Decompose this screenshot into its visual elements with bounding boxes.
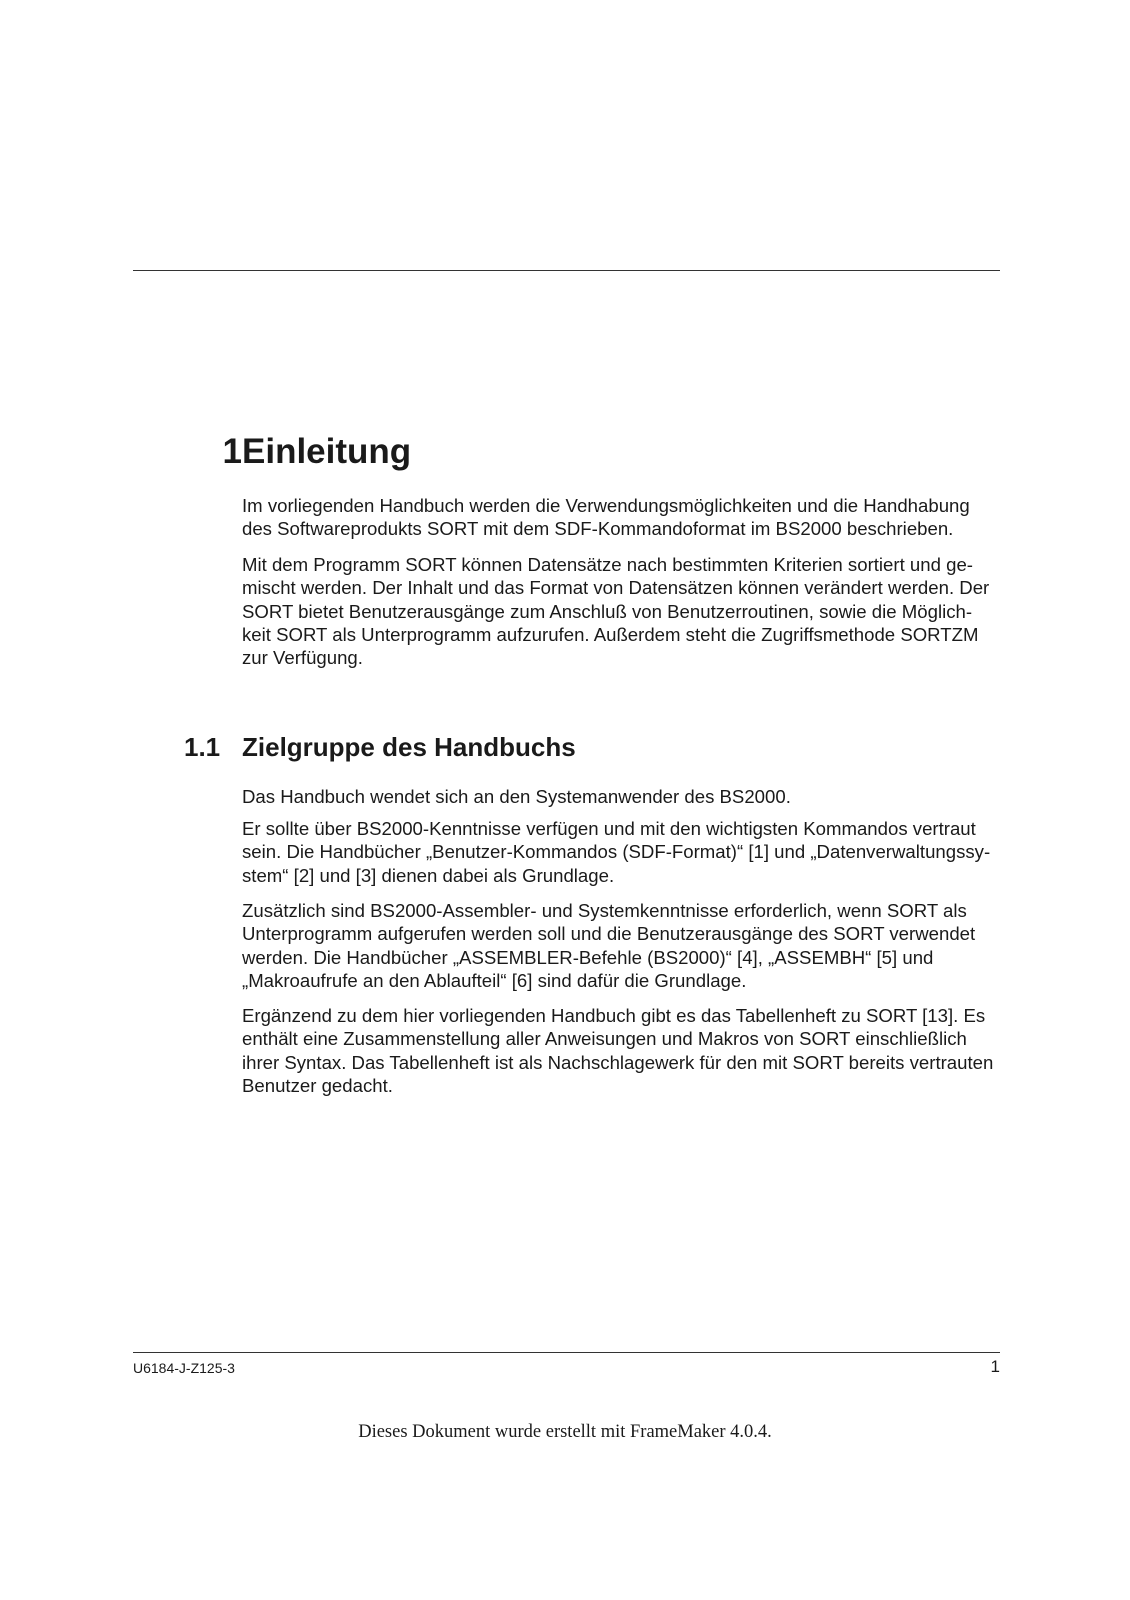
text-line: keit SORT als Unterprogramm aufzurufen. Außerdem steht die Zugriffsmethode SORTZM [242,623,979,645]
text-line: stem“ [2] und [3] dienen dabei als Grundlage. [242,864,615,886]
text-line: zur Verfügung. [242,647,363,669]
text-line: Er sollte über BS2000-Kenntnisse verfügen und mit den wichtigsten Kommandos vertraut [242,818,976,839]
header-rule [133,270,1000,271]
section-number: 1.1 [184,732,221,762]
text-line: enthält eine Zusammenstellung aller Anweisungen und Makros von SORT einschließlich [242,1028,967,1050]
chapter-paragraph-1 [242,494,1002,541]
section-paragraph-1 [242,785,1002,808]
chapter-heading [180,432,412,472]
text-line: Ergänzend zu dem hier vorliegenden Handbuch gibt es das Tabellenheft zu SORT [13]. Es [242,1005,986,1026]
text-line: „Makroaufrufe an den Ablaufteil“ [6] sind dafür die Grundlage. [242,969,747,991]
chapter-number: 1 [222,432,242,471]
text-line: Das Handbuch wendet sich an den Systemanwender des BS2000. [242,786,791,807]
text-line: Im vorliegenden Handbuch werden die Verwendungsmöglichkeiten und die Handhabung [242,495,970,516]
text-line: Unterprogramm aufgerufen werden soll und die Benutzerausgänge des SORT verwendet [242,923,976,945]
text-line: mischt werden. Der Inhalt und das Format von Datensätzen können verändert werden. Der [242,577,990,599]
text-line: sein. Die Handbücher „Benutzer-Kommandos (SDF-Format)“ [1] und „Datenverwaltungssy- [242,841,991,863]
section-title: Zielgruppe des Handbuchs [242,732,576,762]
chapter-title: Einleitung [242,432,412,471]
text-line: werden. Die Handbücher „ASSEMBLER-Befehle (BS2000)“ [4], „ASSEMBH“ [5] und [242,946,934,968]
text-line: Benutzer gedacht. [242,1074,393,1096]
page-number: 1 [990,1357,1000,1376]
section-paragraph-2 [242,817,1002,887]
chapter-paragraph-2 [242,553,1002,669]
text-line: Mit dem Programm SORT können Datensätze nach bestimmten Kriterien sortiert und ge- [242,554,973,575]
section-paragraph-4 [242,1004,1002,1097]
generator-note: Dieses Dokument wurde erstellt mit FrameMaker 4.0.4. [358,1422,772,1442]
footer-rule [133,1352,1000,1353]
document-code: U6184-J-Z125-3 [133,1360,235,1376]
text-line: ihrer Syntax. Das Tabellenheft ist als Nachschlagewerk für den mit SORT bereits vertrauten [242,1051,994,1073]
section-paragraph-3 [242,899,1002,992]
text-line: SORT bietet Benutzerausgänge zum Anschluß von Benutzerroutinen, sowie die Möglich- [242,600,973,622]
text-line: des Softwareprodukts SORT mit dem SDF-Kommandoformat im BS2000 beschrieben. [242,518,954,540]
text-line: Zusätzlich sind BS2000-Assembler- und Systemkenntnisse erforderlich, wenn SORT als [242,900,967,921]
